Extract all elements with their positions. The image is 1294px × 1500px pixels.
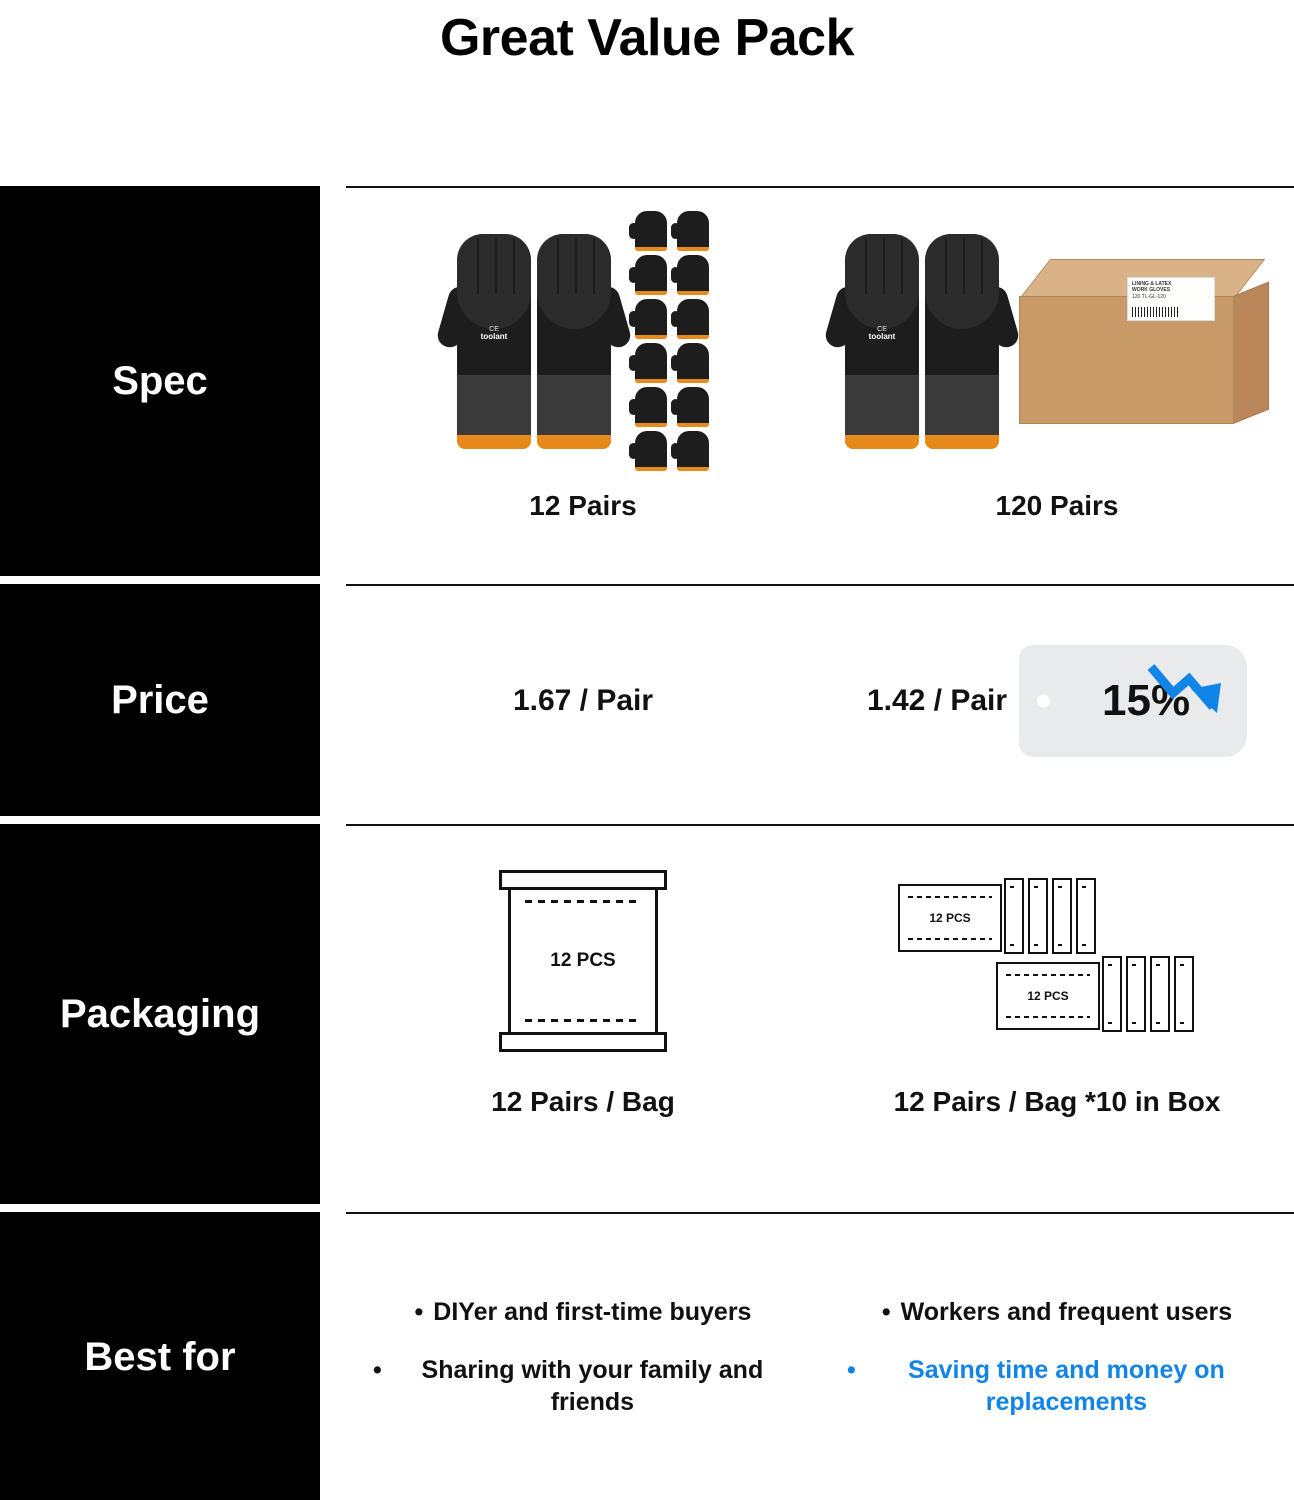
carton-box-icon <box>1019 259 1269 424</box>
row-label-price: Price <box>0 584 320 816</box>
stack-bag-label-2: 12 PCS <box>1027 989 1069 1003</box>
list-item <box>415 1296 752 1328</box>
row-label-best-for: Best for <box>0 1212 320 1500</box>
glove-brand: toolant <box>480 332 508 342</box>
row-content-packaging <box>346 824 1294 1204</box>
box-label-qty: 120 <box>1132 294 1141 300</box>
box-label-line2: WORK GLOVES <box>1132 287 1171 294</box>
bag-icon <box>508 881 658 1041</box>
carton-box-label <box>1127 277 1215 321</box>
stack-bag-label-1: 12 PCS <box>929 911 971 925</box>
price-value-left: 1.67 / Pair <box>512 684 654 717</box>
price-col-left <box>346 684 820 718</box>
discount-percent: 15% <box>1102 676 1191 725</box>
glove-left-icon-2 <box>845 234 919 449</box>
bullet-icon: • <box>414 1298 424 1326</box>
spec-col-120-pairs <box>820 188 1294 576</box>
glove-right-icon <box>537 234 611 449</box>
spec-col-12-pairs <box>346 188 820 576</box>
glove-right-icon-2 <box>925 234 999 449</box>
bag-quantity-text: 12 PCS <box>550 950 616 971</box>
list-item <box>882 1296 1232 1328</box>
glove-pair-icon-2 <box>845 234 999 449</box>
glove-illustration-12 <box>457 206 709 476</box>
best-for-col-left <box>346 1214 820 1500</box>
row-label-spec: Spec <box>0 186 320 576</box>
mini-glove-grid <box>635 211 709 471</box>
table-row-spec <box>0 186 1294 576</box>
bag-illustration <box>508 836 658 1086</box>
bullet-icon: • <box>373 1356 382 1384</box>
glove-pair-icon <box>457 234 611 449</box>
box-label-code: TL-GL-120 <box>1141 294 1166 300</box>
spec-caption-right: 120 Pairs <box>995 490 1119 521</box>
glove-brand-2: toolant <box>868 332 896 342</box>
best-for-col-right <box>820 1214 1294 1500</box>
list-item <box>847 1354 1267 1418</box>
packaging-col-right <box>820 826 1294 1204</box>
discount-tag <box>1019 645 1247 757</box>
bullet-icon: • <box>881 1298 891 1326</box>
row-content-spec <box>346 186 1294 576</box>
list-item <box>373 1354 793 1418</box>
bag-stack-icon <box>892 876 1222 1046</box>
price-value-right: 1.42 / Pair <box>866 684 1008 717</box>
bag-stack-illustration <box>892 836 1222 1086</box>
best-for-left-1: DIYer and first-time buyers <box>433 1298 752 1326</box>
best-for-left-2: Sharing with your family and friends <box>421 1356 764 1416</box>
best-for-right-2: Saving time and money on replacements <box>908 1356 1225 1416</box>
tag-hole <box>1037 695 1050 708</box>
glove-box-illustration <box>845 206 1269 476</box>
packaging-caption-left: 12 Pairs / Bag <box>491 1086 675 1117</box>
glove-left-icon <box>457 234 531 449</box>
row-content-price <box>346 584 1294 816</box>
packaging-col-left <box>346 826 820 1204</box>
table-row-best-for <box>0 1212 1294 1500</box>
table-row-price <box>0 584 1294 816</box>
box-label-line1: LINING & LATEX <box>1132 280 1172 287</box>
glove-marks: CE <box>489 325 499 333</box>
page-title: Great Value Pack <box>439 9 855 67</box>
packaging-caption-right: 12 Pairs / Bag *10 in Box <box>893 1086 1221 1117</box>
comparison-table <box>0 186 1294 1500</box>
price-col-right <box>820 645 1294 757</box>
table-row-packaging <box>0 824 1294 1204</box>
row-label-packaging: Packaging <box>0 824 320 1204</box>
best-for-right-1: Workers and frequent users <box>900 1298 1233 1326</box>
spec-caption-left: 12 Pairs <box>529 490 637 521</box>
bullet-icon: • <box>847 1356 856 1384</box>
glove-marks-2: CE <box>877 325 887 333</box>
row-content-best-for <box>346 1212 1294 1500</box>
down-arrow-icon <box>1147 659 1233 721</box>
